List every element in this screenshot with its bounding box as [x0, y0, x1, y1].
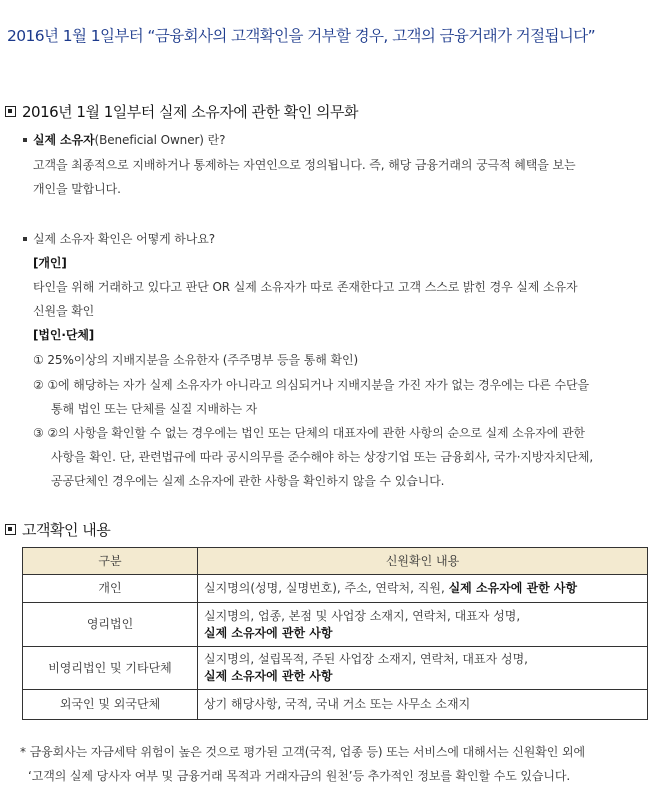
- question-beneficial-owner: [23, 131, 225, 148]
- definition-line-1: 고객을 최종적으로 지배하거나 통제하는 자연인으로 정의됩니다. 즉, 해당 금융거래의 궁극적 혜택을 보는: [33, 158, 576, 172]
- table-cell-content: [198, 603, 648, 647]
- page-title: 2016년 1월 1일부터 “금융회사의 고객확인을 거부할 경우, 고객의 금융거래가 거절됩니다”: [7, 27, 596, 45]
- section-heading-text: 고객확인 내용: [22, 521, 111, 539]
- content-bold-text: 실제 소유자에 관한 사항: [204, 669, 333, 683]
- corporation-item-3-line-2: 사항을 확인. 단, 관련법규에 따라 공시의무를 준수해야 하는 상장기업 또는 금융회사, 국가·지방자치단체,: [51, 450, 594, 464]
- table-header-content: 신원확인 내용: [198, 548, 648, 575]
- section-heading-text: 2016년 1월 1일부터 실제 소유자에 관한 확인 의무화: [22, 103, 358, 121]
- square-bullet-icon: [5, 524, 16, 535]
- question-title-bold: 실제 소유자: [33, 133, 95, 147]
- table-cell-content: [198, 647, 648, 690]
- content-text: 실지명의, 설립목적, 주된 사업장 소재지, 연락처, 대표자 성명,: [204, 652, 528, 666]
- individual-label: [개인]: [33, 256, 67, 270]
- table-header-row: [23, 548, 648, 575]
- footnote-line-1: * 금융회사는 자금세탁 위험이 높은 것으로 평가된 고객(국적, 업종 등) 또는 서비스에 대해서는 신원확인 외에: [20, 745, 585, 759]
- individual-line-1: 타인을 위해 거래하고 있다고 판단 OR 실제 소유자가 따로 존재한다고 고객 스스로 밝힌 경우 실제 소유자: [33, 280, 578, 294]
- corporation-item-3-line-1: ③ ②의 사항을 확인할 수 없는 경우에는 법인 또는 단체의 대표자에 관한 사항의 순으로 실제 소유자에 관한: [33, 426, 585, 440]
- question-title-rest: (Beneficial Owner) 란?: [94, 133, 226, 147]
- table-cell-content: 상기 해당사항, 국적, 국내 거소 또는 사무소 소재지: [198, 690, 648, 720]
- table-header-type: 구분: [23, 548, 198, 575]
- table-cell-type: 개인: [23, 575, 198, 603]
- question-text: 실제 소유자 확인은 어떻게 하나요?: [33, 232, 216, 246]
- table-row: [23, 575, 648, 603]
- content-text: 실지명의(성명, 실명번호), 주소, 연락처, 직원,: [204, 581, 449, 595]
- table-row: [23, 690, 648, 720]
- section-heading-verification-content: [5, 519, 110, 540]
- table-cell-type: 외국인 및 외국단체: [23, 690, 198, 720]
- table-cell-type: 비영리법인 및 기타단체: [23, 647, 198, 690]
- corporation-item-2-line-2: 통해 법인 또는 단체를 실질 지배하는 자: [51, 402, 258, 416]
- square-bullet-icon: [5, 106, 16, 117]
- corporation-label: [법인·단체]: [33, 328, 95, 342]
- bullet-icon: [23, 237, 27, 241]
- table-cell-type: 영리법인: [23, 603, 198, 647]
- corporation-item-1: ① 25%이상의 지배지분을 소유한자 (주주명부 등을 통해 확인): [33, 353, 359, 367]
- verification-table: [22, 547, 648, 720]
- bullet-icon: [23, 138, 27, 142]
- table-row: [23, 647, 648, 690]
- individual-line-2: 신원을 확인: [33, 304, 95, 318]
- table-cell-content: [198, 575, 648, 603]
- corporation-item-2-line-1: ② ①에 해당하는 자가 실제 소유자가 아니라고 의심되거나 지배지분을 가진 자가 없는 경우에는 다른 수단을: [33, 378, 589, 392]
- question-how-to-verify: [23, 230, 215, 247]
- content-bold-text: 실제 소유자에 관한 사항: [204, 625, 333, 640]
- content-text: 실지명의, 업종, 본점 및 사업장 소재지, 연락처, 대표자 성명,: [204, 608, 521, 623]
- table-row: [23, 603, 648, 647]
- footnote-line-2: ‘고객의 실제 당사자 여부 및 금융거래 목적과 거래자금의 원천’등 추가적인 정보를 확인할 수도 있습니다.: [28, 769, 571, 783]
- content-bold-text: 실제 소유자에 관한 사항: [448, 581, 578, 595]
- corporation-item-3-line-3: 공공단체인 경우에는 실제 소유자에 관한 사항을 확인하지 않을 수 있습니다.: [51, 474, 445, 488]
- definition-line-2: 개인을 말합니다.: [33, 182, 121, 196]
- section-heading-beneficial-owner: [5, 101, 358, 122]
